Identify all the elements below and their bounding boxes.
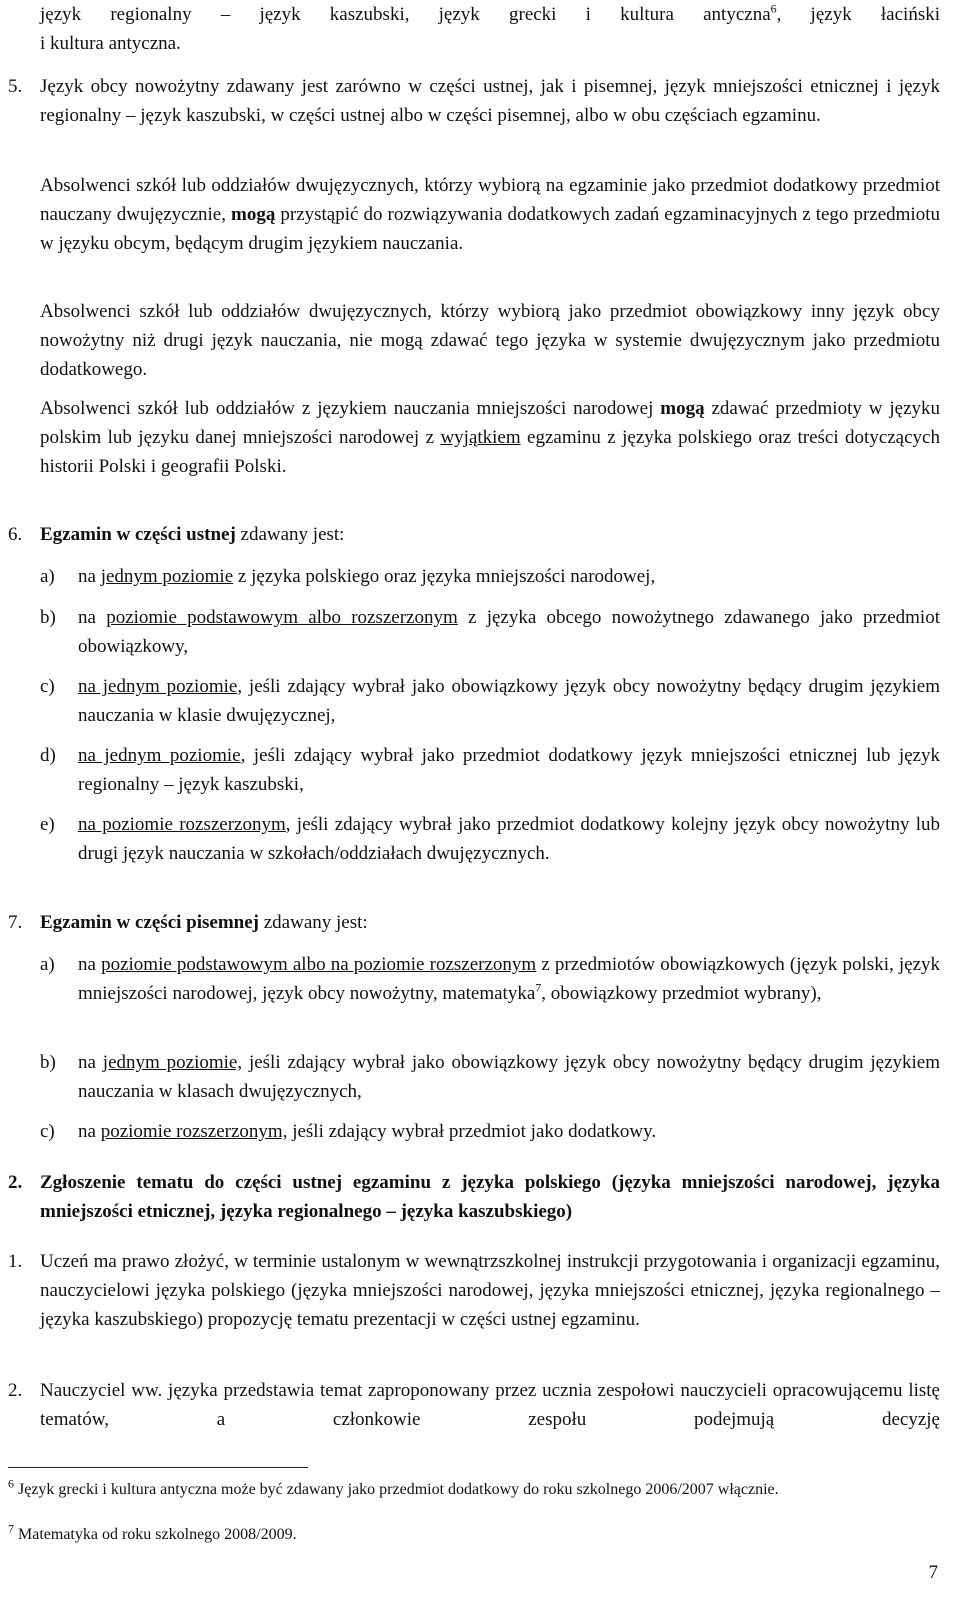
point-7-item-c — [78, 1117, 940, 1146]
text-span: na — [78, 607, 107, 628]
footnote-marker: 7 — [8, 1521, 14, 1536]
bold-text: Egzamin w części ustnej — [40, 524, 236, 545]
underlined-text: na poziomie rozszerzonym — [78, 814, 286, 835]
text-span: Absolwenci szkół lub oddziałów z językiem nauczania mniejszości narodowej — [40, 398, 661, 419]
text-span: z języka polskiego oraz języka mniejszości narodowej, — [233, 566, 656, 587]
text-span: z przedmiotów obowiązkowych (język polski, język mniejszości narodowej, język obcy nowożytny, matematyka — [78, 954, 941, 1004]
point-5-text: Język obcy nowożytny zdawany jest zarówno w części ustnej, jak i pisemnej, język mniejszości etnicznej i język regionalny – język kaszubski, w części ustnej albo w części pisemnej, albo w obu częściach egzaminu. — [40, 76, 940, 126]
text-span: na — [78, 954, 102, 975]
point-7-item-a — [78, 950, 940, 1008]
point-7-heading — [40, 908, 940, 937]
text-span: , jeśli zdający wybrał jako przedmiot dodatkowy język mniejszości etnicznej lub język regionalny – język kaszubski, — [78, 745, 940, 795]
point-6-item-c — [78, 672, 940, 730]
bold-text: mogą — [231, 204, 276, 225]
footnote-7 — [8, 1521, 943, 1546]
item-label: c) — [40, 1121, 55, 1142]
point-5-para-bilingual-2: Absolwenci szkół lub oddziałów dwujęzycznych, którzy wybiorą jako przedmiot obowiązkowy inny język obcy nowożytny niż drugi język nauczania, nie mogą zdawać tego języka w systemie dwujęzycznym jako przedmiotu dodatkowego. — [40, 301, 940, 380]
text-span: zdawać przedmioty w języku polskim lub języku danej mniejszości narodowej z — [40, 398, 940, 448]
text-span: , język łaciński — [776, 4, 940, 25]
text-span: , jeśli zdający wybrał jako obowiązkowy język obcy nowożytny będący drugim językiem nauczania w klasie dwujęzycznej, — [78, 676, 940, 726]
point-number: 7. — [8, 912, 23, 933]
text-span: na — [78, 1121, 101, 1142]
item-label: b) — [40, 607, 56, 628]
text-span: i kultura antyczna. — [40, 33, 181, 54]
text-span: jeśli zdający wybrał jako obowiązkowy język obcy nowożytny będący drugim językiem nauczania w klasach dwujęzycznych, — [78, 1052, 940, 1102]
text-span: , jeśli zdający wybrał jako przedmiot dodatkowy kolejny język obcy nowożytny lub drugi język nauczania w szkołach/oddziałach dwujęzycznych. — [78, 814, 940, 864]
text-span: Absolwenci szkół lub oddziałów dwujęzycznych, którzy wybiorą na egzaminie jako przedmiot dodatkowy przedmiot nauczany dwujęzycznie, — [40, 175, 940, 225]
point-number: 6. — [8, 524, 23, 545]
footnote-marker: 6 — [8, 1476, 14, 1491]
bold-text: mogą — [660, 398, 705, 419]
text-span: egzaminu z języka polskiego oraz treści dotyczących historii Polski i geografii Polski. — [40, 427, 940, 477]
item-label: b) — [40, 1052, 56, 1073]
point-number: 5. — [8, 76, 23, 97]
item-label: c) — [40, 676, 55, 697]
point-6-item-d — [78, 741, 940, 799]
underlined-text: jednym poziomie, — [102, 1052, 243, 1073]
text-span: przystąpić do rozwiązywania dodatkowych zadań egzaminacyjnych z tego przedmiotu w języku obcym, będącym drugim językiem nauczania. — [40, 204, 940, 254]
text-span: na — [78, 1052, 103, 1073]
underlined-text: jednym poziomie — [100, 566, 234, 587]
point-number: 1. — [8, 1251, 23, 1272]
page-number: 7 — [928, 1562, 938, 1583]
text-span: zdawany jest: — [258, 912, 368, 933]
footnote-text: Język grecki i kultura antyczna może być zdawany jako przedmiot dodatkowy do roku szkolnego 2006/2007 włącznie. — [14, 1481, 779, 1498]
section-2-title: Zgłoszenie tematu do części ustnej egzaminu z języka polskiego (języka mniejszości narodowej, języka mniejszości etnicznej, języka regionalnego – języka kaszubskiego) — [40, 1172, 940, 1222]
text-span: zdawany jest: — [235, 524, 345, 545]
bold-text: Egzamin w części pisemnej — [40, 912, 259, 933]
continuation-line-2 — [40, 29, 940, 58]
item-label: e) — [40, 814, 55, 835]
item-label: a) — [40, 566, 55, 587]
text-span: , obowiązkowy przedmiot wybrany), — [541, 983, 822, 1004]
point-number: 2. — [8, 1380, 23, 1401]
section-2-point-1: Uczeń ma prawo złożyć, w terminie ustalonym w wewnątrzszkolnej instrukcji przygotowania i organizacji egzaminu, nauczycielowi języka polskiego (języka mniejszości narodowej, języka mniejszości etnicznej, języka regionalnego – języka kaszubskiego) propozycję tematu prezentacji w części ustnej egzaminu. — [40, 1251, 940, 1330]
footnote-6 — [8, 1476, 943, 1501]
point-6-item-b — [78, 603, 940, 661]
underlined-text: na jednym poziomie — [78, 745, 241, 766]
footnote-divider — [8, 1467, 308, 1468]
footnote-ref: 6 — [770, 1, 777, 16]
underlined-text: poziomie podstawowym albo na poziomie rozszerzonym — [101, 954, 537, 975]
footnote-ref: 7 — [535, 980, 542, 995]
footnote-text: Matematyka od roku szkolnego 2008/2009. — [14, 1526, 297, 1543]
item-label: a) — [40, 954, 55, 975]
point-6-heading — [40, 520, 940, 549]
text-span: jeśli zdający wybrał przedmiot jako dodatkowy. — [287, 1121, 657, 1142]
point-6-item-a — [78, 562, 940, 591]
section-2-point-2: Nauczyciel ww. języka przedstawia temat zaproponowany przez ucznia zespołowi nauczycieli opracowującemu listę tematów, a członkowie zespołu podejmują decyzję — [40, 1380, 940, 1430]
continuation-line — [40, 0, 940, 29]
text-span: na — [78, 566, 101, 587]
underlined-text: wyjątkiem — [440, 427, 521, 448]
text-span: z języka obcego nowożytnego zdawanego jako przedmiot obowiązkowy, — [78, 607, 940, 657]
point-7-item-b — [78, 1048, 940, 1106]
text-span: język regionalny – język kaszubski, język grecki i kultura antyczna — [40, 4, 771, 25]
point-5-para-bilingual — [40, 171, 940, 258]
underlined-text: na jednym poziomie — [78, 676, 238, 697]
point-6-item-e — [78, 810, 940, 868]
underlined-text: poziomie podstawowym albo rozszerzonym — [106, 607, 458, 628]
underlined-text: poziomie rozszerzonym, — [100, 1121, 288, 1142]
section-number: 2. — [8, 1172, 23, 1193]
point-5-para-minority — [40, 394, 940, 481]
item-label: d) — [40, 745, 56, 766]
